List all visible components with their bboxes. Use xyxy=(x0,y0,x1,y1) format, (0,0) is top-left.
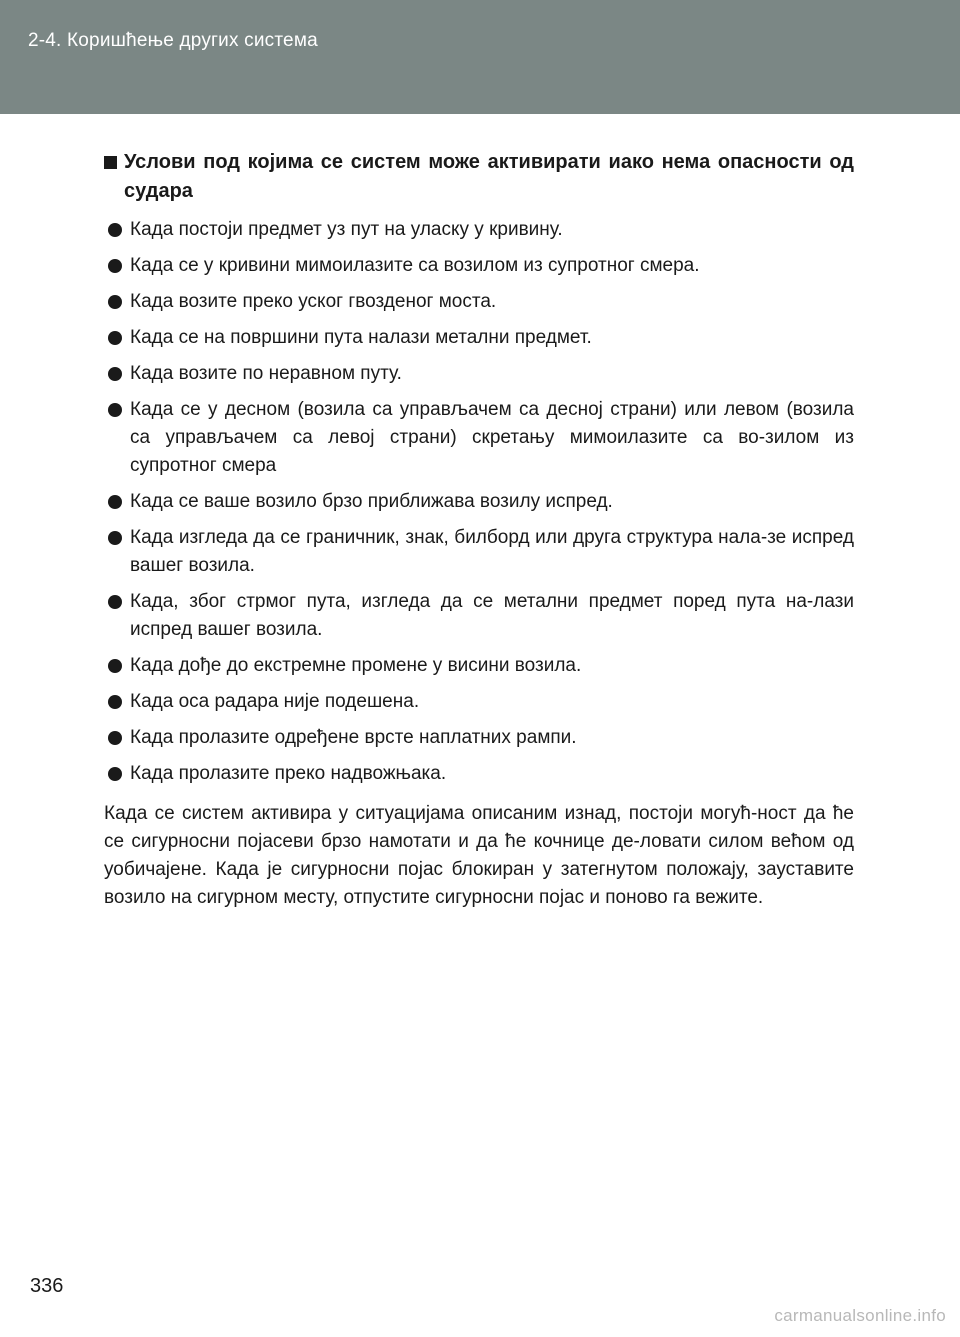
list-item xyxy=(104,324,854,352)
bullet-dot-icon xyxy=(108,595,122,609)
bullet-dot-icon xyxy=(108,659,122,673)
chapter-title: 2-4. Коришћење других система xyxy=(28,30,318,51)
list-item xyxy=(104,488,854,516)
list-item xyxy=(104,216,854,244)
list-item-text: Када возите по неравном путу. xyxy=(130,363,402,384)
list-item xyxy=(104,652,854,680)
bullet-dot-icon xyxy=(108,731,122,745)
bullet-dot-icon xyxy=(108,403,122,417)
list-item xyxy=(104,760,854,788)
bullet-dot-icon xyxy=(108,531,122,545)
list-item xyxy=(104,588,854,644)
square-bullet-icon xyxy=(104,156,117,169)
section-heading xyxy=(104,148,854,206)
body-paragraph: Када се систем активира у ситуацијама описаним изнад, постоји могућ-ност да ће се сигурносни појасеви брзо намотати и да ће кочнице де-ловати силом већом од уобичајене. Када је сигурносни појас блокиран у затегнутом положају, зауставите возило на сигурном месту, отпустите сигурносни појас и поново га вежите. xyxy=(104,803,854,908)
list-item-text: Када пролазите одређене врсте наплатних рампи. xyxy=(130,727,577,748)
bullet-dot-icon xyxy=(108,223,122,237)
list-item-text: Када се у десном (возила са управљачем са десној страни) или левом (возила са управљачем са левој страни) скретању мимоилазите са во-зилом из супротног смера xyxy=(130,399,854,476)
bullet-dot-icon xyxy=(108,367,122,381)
list-item-text: Када се у кривини мимоилазите са возилом из супротног смера. xyxy=(130,255,700,276)
header-bar xyxy=(0,0,960,114)
list-item xyxy=(104,724,854,752)
list-item xyxy=(104,252,854,280)
list-item xyxy=(104,396,854,480)
list-item-text: Када се на површини пута налази метални предмет. xyxy=(130,327,592,348)
bullet-dot-icon xyxy=(108,495,122,509)
list-item-text: Када оса радара није подешена. xyxy=(130,691,420,712)
bullet-dot-icon xyxy=(108,331,122,345)
list-item-text: Када, због стрмог пута, изгледа да се метални предмет поред пута на-лази испред вашег возила. xyxy=(130,591,854,640)
bullet-dot-icon xyxy=(108,767,122,781)
list-item-text: Када се ваше возило брзо приближава возилу испред. xyxy=(130,491,613,512)
bullet-dot-icon xyxy=(108,695,122,709)
list-item xyxy=(104,288,854,316)
bullet-dot-icon xyxy=(108,259,122,273)
list-item xyxy=(104,688,854,716)
bullet-dot-icon xyxy=(108,295,122,309)
list-item xyxy=(104,360,854,388)
section-heading-text: Услови под којима се систем може активирати иако нема опасности од судара xyxy=(124,151,854,202)
list-item-text: Када возите преко уског гвозденог моста. xyxy=(130,291,497,312)
list-item xyxy=(104,524,854,580)
page-number: 336 xyxy=(30,1275,64,1297)
list-item-text: Када изгледа да се граничник, знак, билборд или друга структура нала-зе испред вашег возила. xyxy=(130,527,854,576)
list-item-text: Када пролазите преко надвожњака. xyxy=(130,763,447,784)
list-item-text: Када дође до екстремне промене у висини возила. xyxy=(130,655,582,676)
list-item-text: Када постоји предмет уз пут на уласку у кривину. xyxy=(130,219,563,240)
page-content xyxy=(104,148,854,931)
watermark-text: carmanualsonline.info xyxy=(774,1306,946,1325)
condition-list xyxy=(104,216,854,788)
